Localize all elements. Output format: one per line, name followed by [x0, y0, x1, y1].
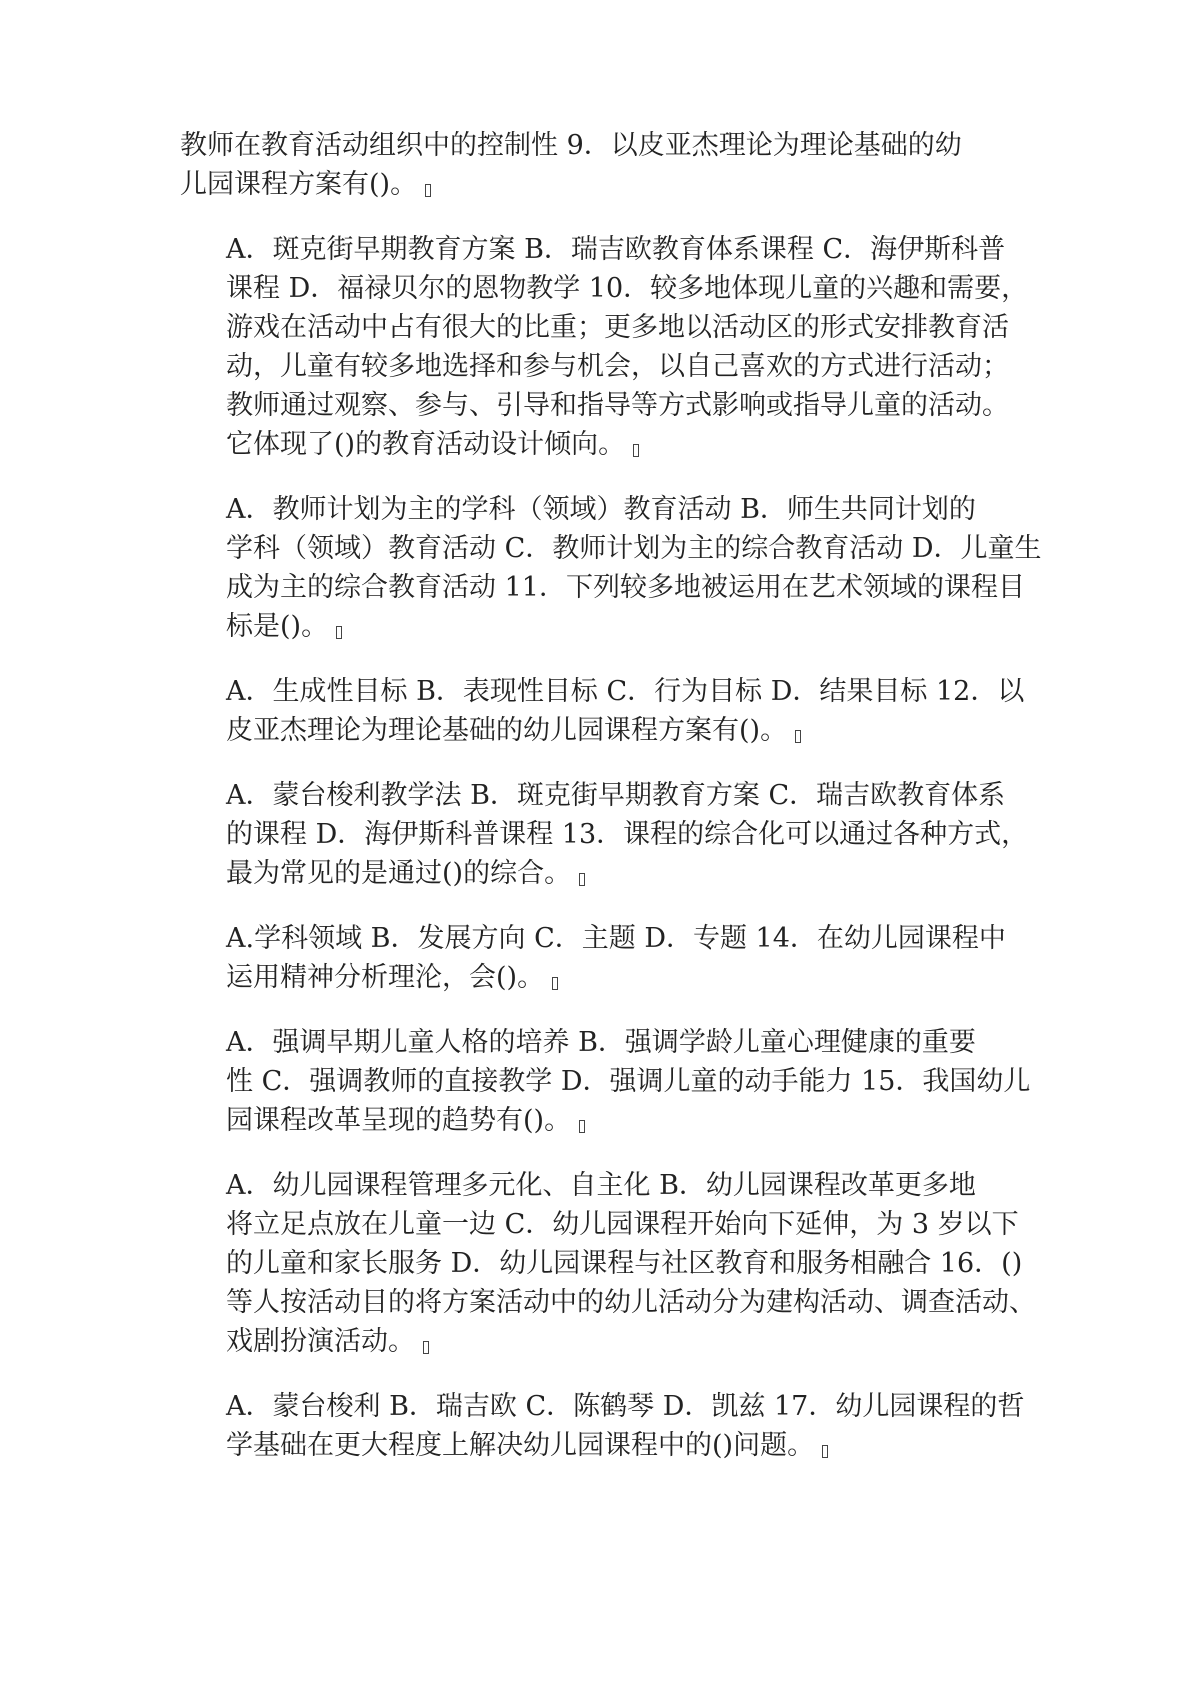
paragraph-1 — [180, 126, 1040, 204]
text-run: 皮亚杰理论为理论基础的幼儿园课程方案有()。 — [226, 715, 788, 746]
paragraph-8 — [180, 1166, 1040, 1361]
text-run: 标是()。 — [226, 611, 329, 642]
text-line: 性 C．强调教师的直接教学 D．强调儿童的动手能力 15．我国幼儿 — [226, 1066, 1031, 1097]
text-line — [226, 1101, 1040, 1140]
text-line: A．蒙台梭利 B．瑞吉欧 C．陈鹤琴 D．凯兹 17．幼儿园课程的哲 — [226, 1391, 1025, 1422]
text-line: A．生成性目标 B．表现性目标 C．行为目标 D．结果目标 12．以 — [226, 676, 1025, 707]
paragraph-mark-icon — [425, 184, 431, 197]
text-line: 的儿童和家长服务 D．幼儿园课程与社区教育和服务相融合 16．() — [226, 1248, 1023, 1279]
text-line: 教师在教育活动组织中的控制性 9．以皮亚杰理论为理论基础的幼 — [180, 130, 962, 161]
text-line — [226, 958, 1040, 997]
paragraph-9 — [180, 1387, 1040, 1465]
paragraph-4 — [180, 672, 1040, 750]
text-line: A．教师计划为主的学科（领域）教育活动 B．师生共同计划的 — [226, 494, 976, 525]
text-run: 最为常见的是通过()的综合。 — [226, 858, 572, 889]
text-line — [226, 607, 1040, 646]
text-line — [226, 1426, 1040, 1465]
text-run: 儿园课程方案有()。 — [180, 169, 418, 200]
text-line: 将立足点放在儿童一边 C．幼儿园课程开始向下延伸，为 3 岁以下 — [226, 1209, 1019, 1240]
text-run: 运用精神分析理沦，会()。 — [226, 962, 545, 993]
paragraph-mark-icon — [795, 730, 801, 743]
text-line: A．强调早期儿童人格的培养 B．强调学龄儿童心理健康的重要 — [226, 1027, 976, 1058]
text-line: A．幼儿园课程管理多元化、自主化 B．幼儿园课程改革更多地 — [226, 1170, 976, 1201]
text-line: A．蒙台梭利教学法 B．斑克街早期教育方案 C．瑞吉欧教育体系 — [226, 780, 1006, 811]
text-line: 动，儿童有较多地选择和参与机会，以自己喜欢的方式进行活动； — [226, 351, 1009, 382]
paragraph-3 — [180, 490, 1040, 646]
text-line: 等人按活动目的将方案活动中的幼儿活动分为建构活动、调查活动、 — [226, 1287, 1036, 1318]
paragraph-mark-icon — [423, 1341, 429, 1354]
paragraph-mark-icon — [336, 626, 342, 639]
text-run: 它体现了()的教育活动设计倾向。 — [226, 429, 626, 460]
text-line: A．斑克街早期教育方案 B．瑞吉欧教育体系课程 C．海伊斯科普 — [226, 234, 1006, 265]
text-line: 的课程 D．海伊斯科普课程 13．课程的综合化可以通过各种方式， — [226, 819, 1029, 850]
text-line: 课程 D．福禄贝尔的恩物教学 10．较多地体现儿童的兴趣和需要， — [226, 273, 1029, 304]
text-line: 学科（领域）教育活动 C．教师计划为主的综合教育活动 D．儿童生 — [226, 533, 1042, 564]
paragraph-2 — [180, 230, 1040, 464]
text-line — [226, 1322, 1040, 1361]
paragraph-mark-icon — [633, 444, 639, 457]
text-line: A.学科领域 B．发展方向 C．主题 D．专题 14．在幼儿园课程中 — [226, 923, 1006, 954]
paragraph-mark-icon — [579, 873, 585, 886]
paragraph-5 — [180, 776, 1040, 893]
paragraph-6 — [180, 919, 1040, 997]
text-line — [180, 165, 1040, 204]
text-run: 戏剧扮演活动。 — [226, 1326, 415, 1357]
paragraph-mark-icon — [552, 977, 558, 990]
document-body — [180, 126, 1040, 1491]
text-line: 成为主的综合教育活动 11．下列较多地被运用在艺术领域的课程目 — [226, 572, 1025, 603]
paragraph-7 — [180, 1023, 1040, 1140]
text-line — [226, 711, 1040, 750]
text-run: 学基础在更大程度上解决幼儿园课程中的()问题。 — [226, 1430, 815, 1461]
text-line: 游戏在活动中占有很大的比重；更多地以活动区的形式安排教育活 — [226, 312, 1009, 343]
paragraph-mark-icon — [822, 1445, 828, 1458]
paragraph-mark-icon — [579, 1120, 585, 1133]
text-line — [226, 854, 1040, 893]
text-line: 教师通过观察、参与、引导和指导等方式影响或指导儿童的活动。 — [226, 390, 1009, 421]
text-run: 园课程改革呈现的趋势有()。 — [226, 1105, 572, 1136]
text-line — [226, 425, 1040, 464]
